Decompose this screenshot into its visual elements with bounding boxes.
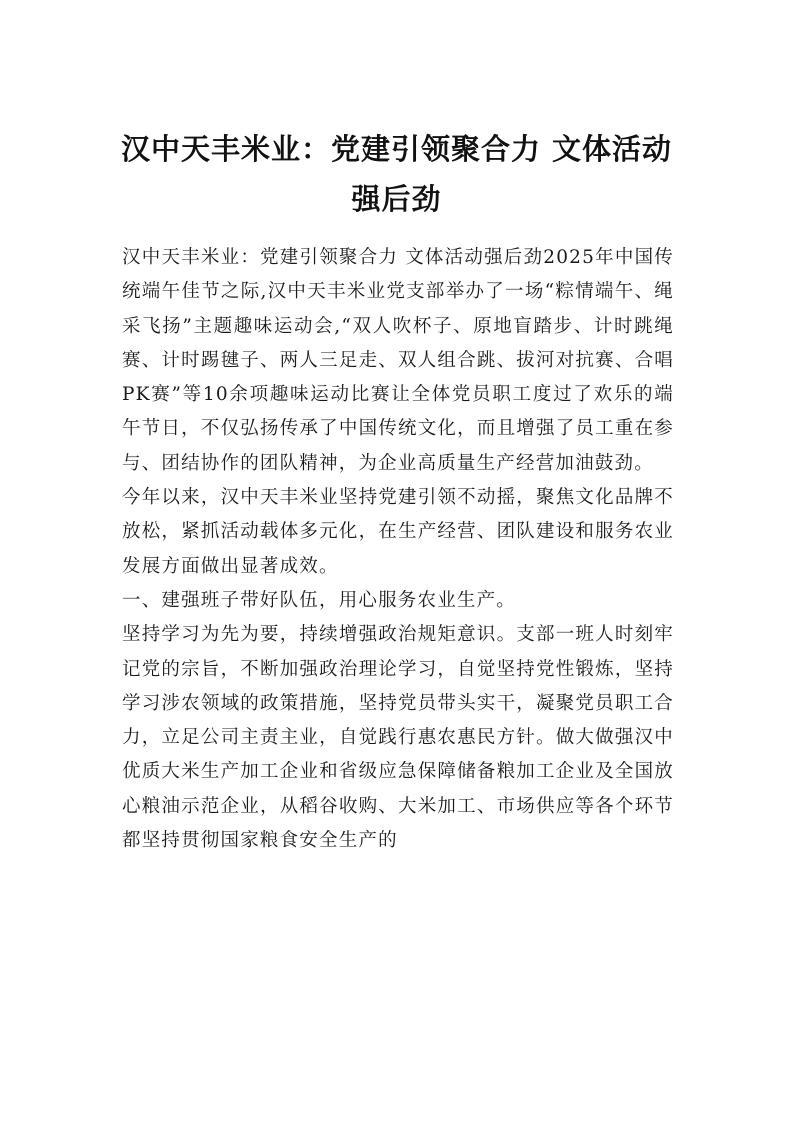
section-heading-one: 一、建强班子带好队伍，用心服务农业生产。 — [122, 589, 517, 611]
paragraph-study: 坚持学习为先为要，持续增强政治规矩意识。支部一班人时刻牢记党的宗旨，不断加强政治理论学习，自觉坚持党性锻炼，坚持学习涉农领域的政策措施，坚持党员带头实干，凝聚党员职工合力，立足公司主责主业，自觉践行惠农惠民方针。做大做强汉中优质大米生产加工企业和省级应急保障储备粮加工企业及全国放心粮油示范企业，从稻谷收购、大米加工、市场供应等各个环节都坚持贯彻国家粮食安全生产的 — [122, 624, 674, 852]
document-title: 汉中天丰米业：党建引领聚合力 文体活动强后劲 — [120, 132, 673, 216]
paragraph-intro: 汉中天丰米业：党建引领聚合力 文体活动强后劲2025年中国传统端午佳节之际,汉中天丰米业党支部举办了一场“粽情端午、绳采飞扬”主题趣味运动会,“双人吹杯子、原地盲踏步、计时跳绳赛、计时踢毽子、两人三足走、双人组合跳、拔河对抗赛、合唱PK赛”等10余项趣味运动比赛让全体党员职工度过了欢乐的端午节日，不仅弘扬传承了中国传统文化，而且增强了员工重在参与、团结协作的团队精神，为企业高质量生产经营加油鼓劲。 — [122, 247, 674, 474]
paragraph-overview: 今年以来，汉中天丰米业坚持党建引领不动摇，聚焦文化品牌不放松，紧抓活动载体多元化，在生产经营、团队建设和服务农业发展方面做出显著成效。 — [122, 487, 674, 577]
document-body — [122, 241, 674, 858]
